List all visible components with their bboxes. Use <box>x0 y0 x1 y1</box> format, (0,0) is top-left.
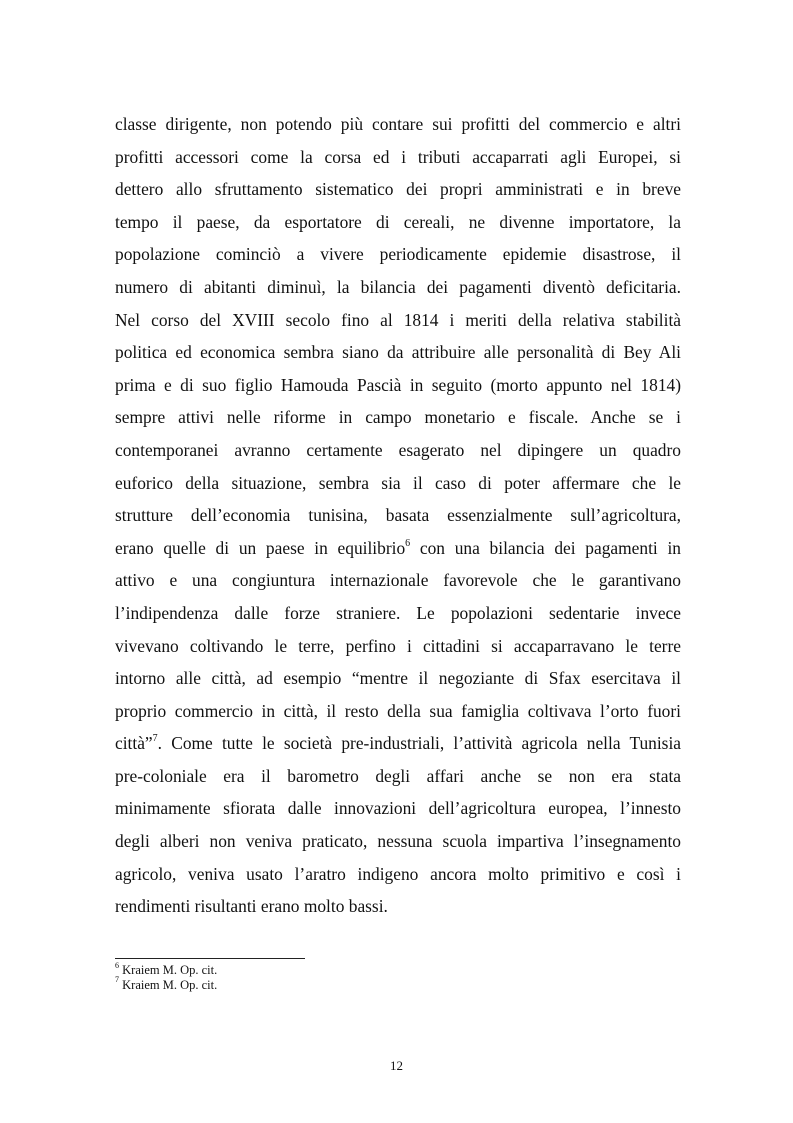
text-line: rendimenti risultanti erano molto bassi. <box>115 896 388 917</box>
text-line: l’indipendenza dalle forze straniere. Le popolazioni sedentarie invece <box>115 602 681 623</box>
footnote-7 <box>115 975 218 993</box>
text-line-with-footnote-6 <box>115 532 681 565</box>
text-line-with-footnote-7 <box>115 727 681 760</box>
text-line: Nel corso del XVIII secolo fino al 1814 i meriti della relativa stabilità <box>115 309 681 330</box>
text-line: tempo il paese, da esportatore di cereali, ne divenne importatore, la <box>115 211 681 232</box>
footnote-number: 7 <box>115 975 119 985</box>
text-line: numero di abitanti diminuì, la bilancia dei pagamenti diventò deficitaria. <box>115 276 681 297</box>
text-line: sempre attivi nelle riforme in campo monetario e fiscale. Anche se i <box>115 407 681 428</box>
text-line: contemporanei avranno certamente esagerato nel dipingere un quadro <box>115 439 681 460</box>
footnote-number: 6 <box>115 960 119 970</box>
text-line: minimamente sfiorata dalle innovazioni dell’agricoltura europea, l’innesto <box>115 798 681 819</box>
footnote-6 <box>115 960 218 978</box>
text-segment: erano quelle di un paese in equilibrio <box>115 537 406 558</box>
text-line: proprio commercio in città, il resto della sua famiglia coltivava l’orto fuori <box>115 700 681 721</box>
body-paragraph <box>115 108 681 923</box>
text-segment: città” <box>115 733 153 754</box>
footnote-text: Kraiem M. Op. cit. <box>122 977 218 992</box>
page-number: 12 <box>390 1058 403 1073</box>
text-line: intorno alle città, ad esempio “mentre il negoziante di Sfax esercitava il <box>115 668 681 689</box>
footnote-separator <box>115 958 305 959</box>
text-line: degli alberi non veniva praticato, nessuna scuola impartiva l’insegnamento <box>115 831 681 852</box>
footnote-text: Kraiem M. Op. cit. <box>122 963 218 977</box>
text-line: popolazione cominciò a vivere periodicamente epidemie disastrose, il <box>115 244 681 265</box>
text-line: prima e di suo figlio Hamouda Pascià in seguito (morto appunto nel 1814) <box>115 374 681 395</box>
text-line: dettero allo sfruttamento sistematico dei propri amministrati e in breve <box>115 179 681 200</box>
footnotes <box>115 960 218 992</box>
text-line: classe dirigente, non potendo più contare sui profitti del commercio e altri <box>115 114 681 134</box>
text-line: politica ed economica sembra siano da attribuire alle personalità di Bey Ali <box>115 342 681 363</box>
text-segment: con una bilancia dei pagamenti in <box>419 537 681 558</box>
text-segment: . Come tutte le società pre-industriali, l’attività agricola nella Tunisia <box>157 733 681 754</box>
text-line: strutture dell’economia tunisina, basata essenzialmente sull’agricoltura, <box>115 505 681 526</box>
text-line: profitti accessori come la corsa ed i tributi accaparrati agli Europei, si <box>115 146 681 167</box>
text-line: vivevano coltivando le terre, perfino i cittadini si accaparravano le terre <box>115 635 681 656</box>
text-line: pre-coloniale era il barometro degli affari anche se non era stata <box>115 765 681 786</box>
text-line: attivo e una congiuntura internazionale favorevole che le garantivano <box>115 570 681 591</box>
footnote-ref-6: 6 <box>405 537 411 549</box>
footnote-ref-7: 7 <box>152 733 158 745</box>
text-line: euforico della situazione, sembra sia il caso di poter affermare che le <box>115 472 681 493</box>
text-line: agricolo, veniva usato l’aratro indigeno ancora molto primitivo e così i <box>115 863 681 884</box>
